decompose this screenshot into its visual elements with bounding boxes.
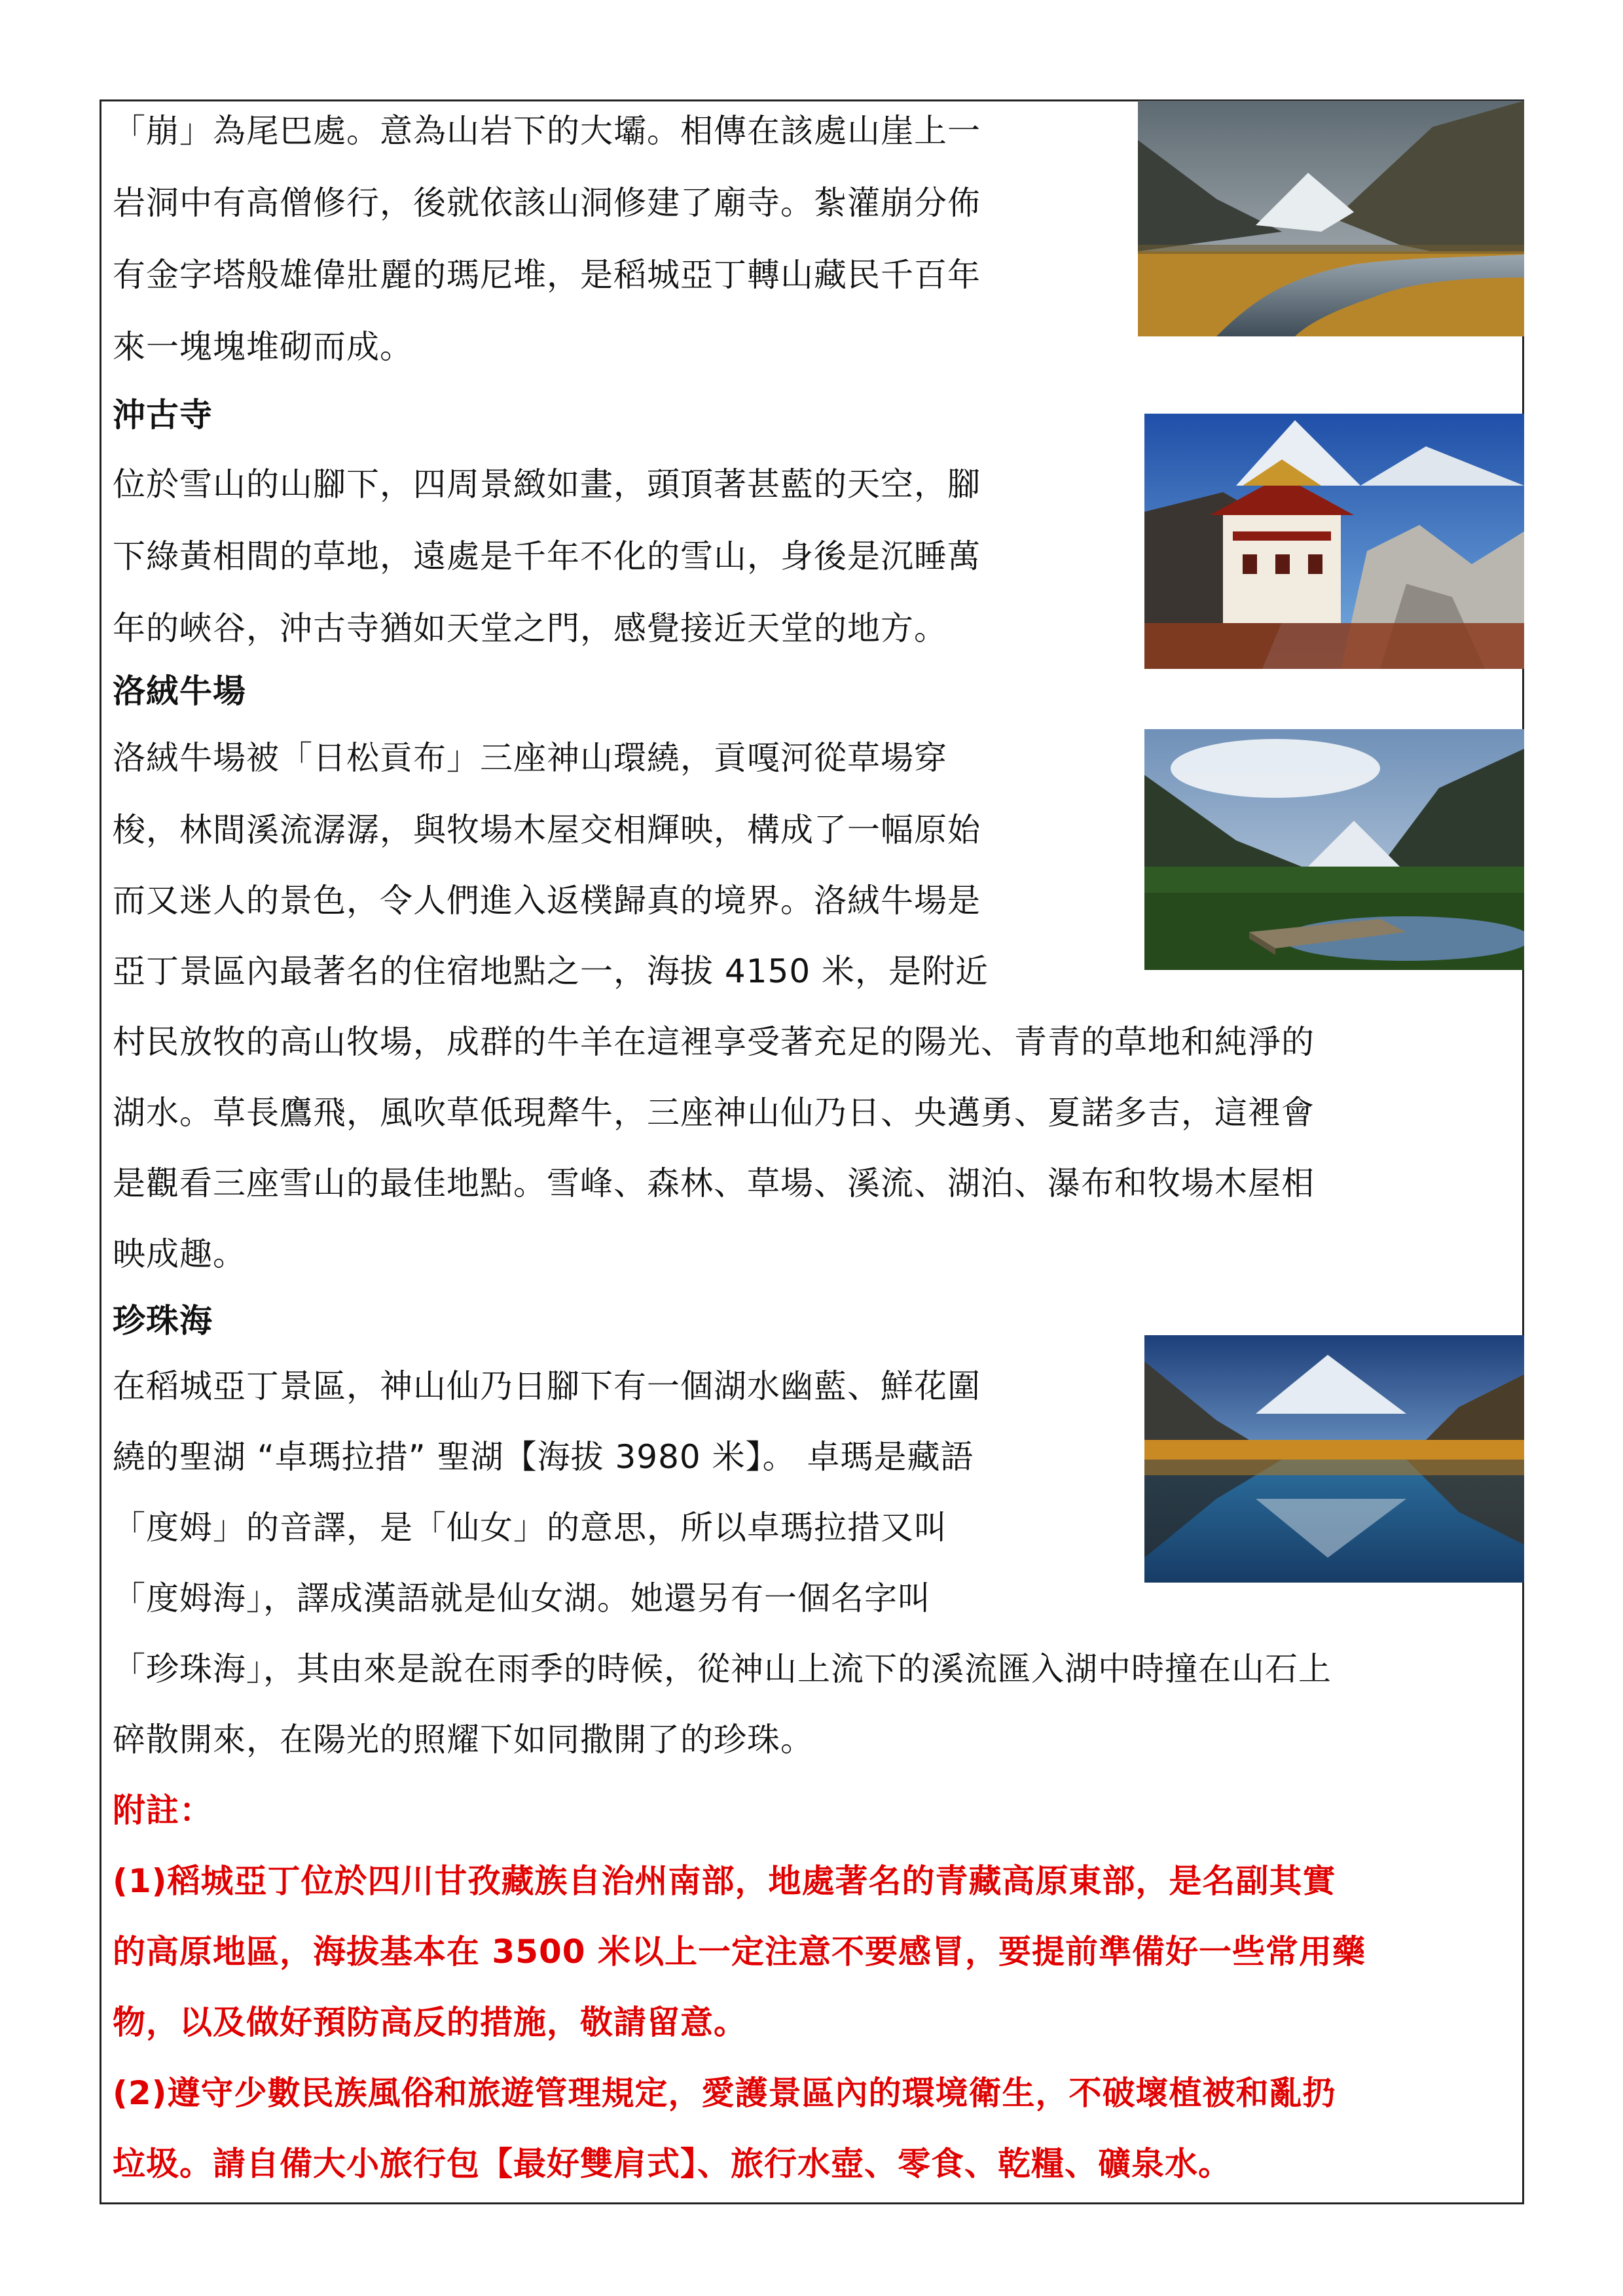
- heading-luorong-pasture: 洛絨牛場: [113, 672, 246, 710]
- chonggu-temple-photo: [1144, 414, 1524, 669]
- heading-pearl-sea: 珍珠海: [113, 1302, 213, 1340]
- note-line-3: 物，以及做好預防高反的措施，敬請留意。: [113, 2003, 747, 2041]
- valley-stream-photo: [1138, 101, 1524, 336]
- luorong-line-4: 亞丁景區內最著名的住宿地點之一，海拔 4150 米，是附近: [113, 952, 989, 990]
- intro-line-2: 岩洞中有高僧修行，後就依該山洞修建了廟寺。紮灌崩分佈: [113, 184, 981, 222]
- luorong-line-7: 是觀看三座雪山的最佳地點。雪峰、森林、草場、溪流、湖泊、瀑布和牧場木屋相: [113, 1164, 1315, 1202]
- pearl-line-6: 碎散開來，在陽光的照耀下如同撒開了的珍珠。: [113, 1721, 814, 1759]
- note-line-4: (2)遵守少數民族風俗和旅遊管理規定，愛護景區內的環境衛生，不破壞植被和亂扔: [113, 2074, 1336, 2112]
- note-line-5: 垃圾。請自備大小旅行包【最好雙肩式】、旅行水壺、零食、乾糧、礦泉水。: [113, 2145, 1231, 2183]
- heading-chonggu-temple: 沖古寺: [113, 396, 213, 434]
- chonggu-line-3: 年的峽谷，沖古寺猶如天堂之門，感覺接近天堂的地方。: [113, 609, 947, 647]
- intro-line-3: 有金字塔般雄偉壯麗的瑪尼堆，是稻城亞丁轉山藏民千百年: [113, 256, 981, 294]
- intro-line-4: 來一塊塊堆砌而成。: [113, 328, 413, 366]
- luorong-line-5: 村民放牧的高山牧場，成群的牛羊在這裡享受著充足的陽光、青青的草地和純淨的: [113, 1023, 1315, 1061]
- chonggu-line-1: 位於雪山的山腳下，四周景緻如畫，頭頂著甚藍的天空，腳: [113, 465, 981, 503]
- note-line-1: (1)稻城亞丁位於四川甘孜藏族自治州南部，地處著名的青藏高原東部，是名副其實: [113, 1862, 1336, 1900]
- pearl-line-3: 「度姆」的音譯，是「仙女」的意思，所以卓瑪拉措又叫: [113, 1509, 947, 1547]
- intro-line-1: 「崩」為尾巴處。意為山岩下的大壩。相傳在該處山崖上一: [113, 112, 981, 150]
- pearl-line-1: 在稻城亞丁景區，神山仙乃日腳下有一個湖水幽藍、鮮花圍: [113, 1367, 981, 1405]
- notes-title: 附註：: [113, 1791, 213, 1829]
- luorong-line-8: 映成趣。: [113, 1235, 246, 1273]
- pearl-line-2: 繞的聖湖 “卓瑪拉措” 聖湖【海拔 3980 米】。 卓瑪是藏語: [113, 1438, 974, 1476]
- note-line-2: 的高原地區，海拔基本在 3500 米以上一定注意不要感冒，要提前準備好一些常用藥: [113, 1933, 1366, 1971]
- luorong-line-1: 洛絨牛場被「日松貢布」三座神山環繞，貢嘎河從草場穿: [113, 739, 947, 777]
- luorong-pasture-photo: [1144, 729, 1524, 970]
- pearl-line-5: 「珍珠海」，其由來是說在雨季的時候，從神山上流下的溪流匯入湖中時撞在山石上: [113, 1650, 1332, 1688]
- pearl-line-4: 「度姆海」，譯成漢語就是仙女湖。她還另有一個名字叫: [113, 1579, 931, 1617]
- luorong-line-6: 湖水。草長鷹飛，風吹草低現犛牛，三座神山仙乃日、央邁勇、夏諾多吉，這裡會: [113, 1094, 1315, 1132]
- luorong-line-2: 梭，林間溪流潺潺，與牧場木屋交相輝映，構成了一幅原始: [113, 811, 981, 849]
- luorong-line-3: 而又迷人的景色，令人們進入返樸歸真的境界。洛絨牛場是: [113, 882, 981, 920]
- chonggu-line-2: 下綠黃相間的草地，遠處是千年不化的雪山，身後是沉睡萬: [113, 537, 981, 575]
- pearl-sea-lake-photo: [1144, 1335, 1524, 1583]
